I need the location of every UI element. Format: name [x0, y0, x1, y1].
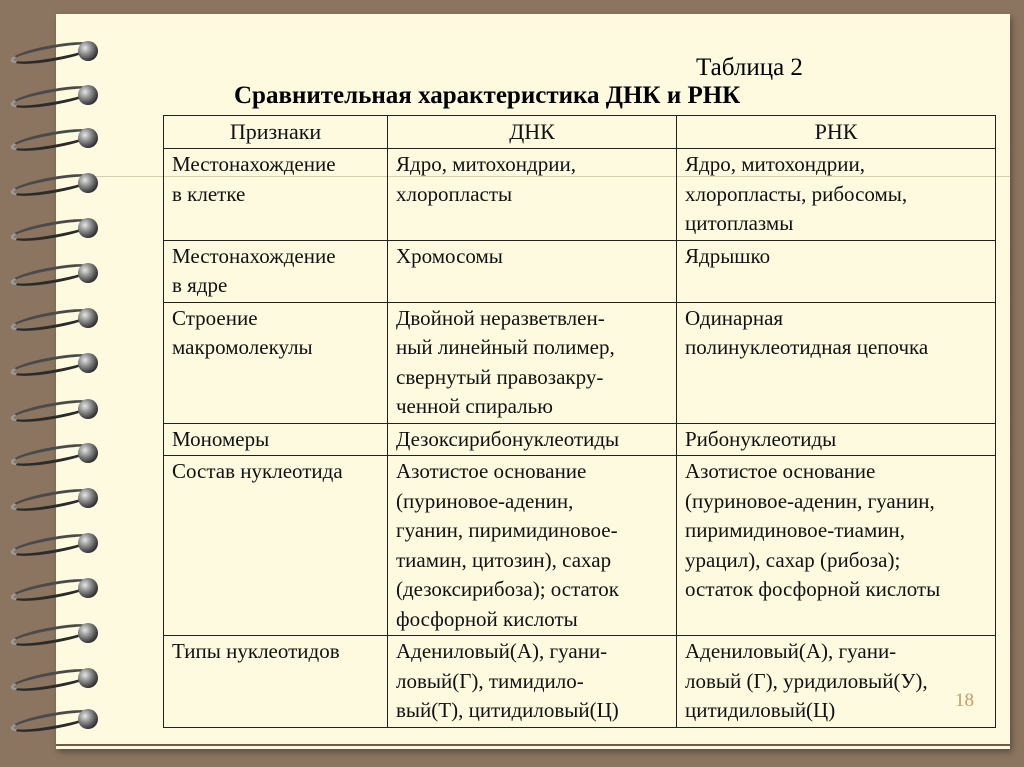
spiral-binding: [0, 0, 110, 767]
rna-cell: [677, 149, 996, 241]
dna-cell: [388, 636, 677, 728]
table-row: [164, 302, 996, 423]
dna-cell: [388, 456, 677, 636]
cell-line: хлоропласты: [396, 181, 513, 206]
feature-cell: [164, 149, 388, 241]
table-row: [164, 636, 996, 728]
cell-line: в клетке: [172, 181, 246, 206]
rna-cell: [677, 636, 996, 728]
cell-line: Адениловый(А), гуани-: [396, 639, 608, 663]
spiral-ring: [10, 663, 106, 693]
spiral-ring: [10, 618, 106, 648]
cell-line: цитоплазмы: [685, 211, 794, 235]
header-rna: РНК: [677, 116, 996, 149]
spiral-ring: [10, 348, 106, 378]
feature-cell: [164, 636, 388, 728]
cell-line: полинуклеотидная цепочка: [685, 335, 929, 359]
spiral-ring: [10, 258, 106, 288]
comparison-table: [163, 115, 996, 728]
cell-line: Рибонуклеотиды: [685, 426, 837, 451]
cell-line: тиамин, цитозин), сахар: [396, 547, 612, 572]
table-header-row: [164, 116, 996, 149]
feature-cell: [164, 456, 388, 636]
feature-cell: [164, 302, 388, 423]
rna-cell: [677, 302, 996, 423]
cell-line: Ядро, митохондрии,: [685, 152, 865, 176]
cell-line: Типы нуклеотидов: [172, 639, 340, 663]
cell-line: Азотистое основание: [685, 459, 876, 483]
feature-cell: [164, 423, 388, 456]
table-row: [164, 456, 996, 636]
cell-line: (дезоксирибоза); остаток: [396, 577, 619, 601]
cell-line: Адениловый(А), гуани-: [685, 639, 897, 663]
cell-line: ловый (Г), уридиловый(У),: [685, 668, 928, 693]
feature-cell: [164, 240, 388, 302]
spiral-ring: [10, 123, 106, 153]
spiral-ring: [10, 80, 106, 110]
cell-line: (пуриновое-аденин,: [396, 488, 574, 513]
cell-line: урацил), сахар (рибоза);: [685, 547, 901, 572]
table-row: [164, 149, 996, 241]
cell-line: макромолекулы: [172, 335, 313, 359]
cell-line: цитидиловый(Ц): [685, 698, 836, 722]
table-row: [164, 423, 996, 456]
spiral-ring: [10, 573, 106, 603]
spiral-ring: [10, 213, 106, 243]
dna-cell: [388, 149, 677, 241]
cell-line: Одинарная: [685, 305, 784, 330]
cell-line: Двойной неразветвлен-: [396, 305, 605, 330]
spiral-ring: [10, 303, 106, 333]
table-title: Сравнительная характеристика ДНК и РНК: [234, 82, 741, 109]
cell-line: Состав нуклеотида: [172, 459, 343, 483]
cell-line: фосфорной кислоты: [396, 606, 578, 631]
cell-line: Азотистое основание: [396, 459, 587, 483]
cell-line: Ядрышко: [685, 243, 771, 268]
cell-line: Строение: [172, 305, 258, 330]
cell-line: хлоропласты, рибосомы,: [685, 181, 908, 206]
cell-line: ченной спиралью: [396, 394, 553, 418]
cell-line: вый(Т), цитидиловый(Ц): [396, 698, 619, 722]
cell-line: ный линейный полимер,: [396, 335, 615, 359]
spiral-ring: [10, 438, 106, 468]
table-caption: Таблица 2: [696, 54, 803, 81]
rna-cell: [677, 456, 996, 636]
dna-cell: [388, 240, 677, 302]
cell-line: остаток фосфорной кислоты: [685, 577, 941, 601]
cell-line: свернутый правозакру-: [396, 364, 604, 389]
rna-cell: [677, 240, 996, 302]
spiral-ring: [10, 394, 106, 424]
cell-line: Местонахождение: [172, 152, 336, 176]
spiral-ring: [10, 704, 106, 734]
dna-cell: [388, 302, 677, 423]
spiral-ring: [10, 483, 106, 513]
cell-line: ловый(Г), тимидило-: [396, 668, 584, 693]
cell-line: Ядро, митохондрии,: [396, 152, 576, 176]
cell-line: (пуриновое-аденин, гуанин,: [685, 488, 935, 513]
cell-line: Хромосомы: [396, 243, 503, 268]
spiral-ring: [10, 36, 106, 66]
page-bottom-edge: [56, 744, 1010, 746]
cell-line: Мономеры: [172, 426, 270, 451]
cell-line: Местонахождение: [172, 243, 336, 268]
table-row: [164, 240, 996, 302]
header-dna: ДНК: [388, 116, 677, 149]
cell-line: Дезоксирибонуклеотиды: [396, 426, 620, 451]
cell-line: гуанин, пиримидиновое-: [396, 518, 618, 542]
cell-line: пиримидиновое-тиамин,: [685, 518, 905, 542]
spiral-ring: [10, 168, 106, 198]
spiral-ring: [10, 528, 106, 558]
rna-cell: [677, 423, 996, 456]
header-features: Признаки: [164, 116, 388, 149]
slide-number: 18: [955, 690, 974, 711]
dna-cell: [388, 423, 677, 456]
cell-line: в ядре: [172, 273, 228, 297]
